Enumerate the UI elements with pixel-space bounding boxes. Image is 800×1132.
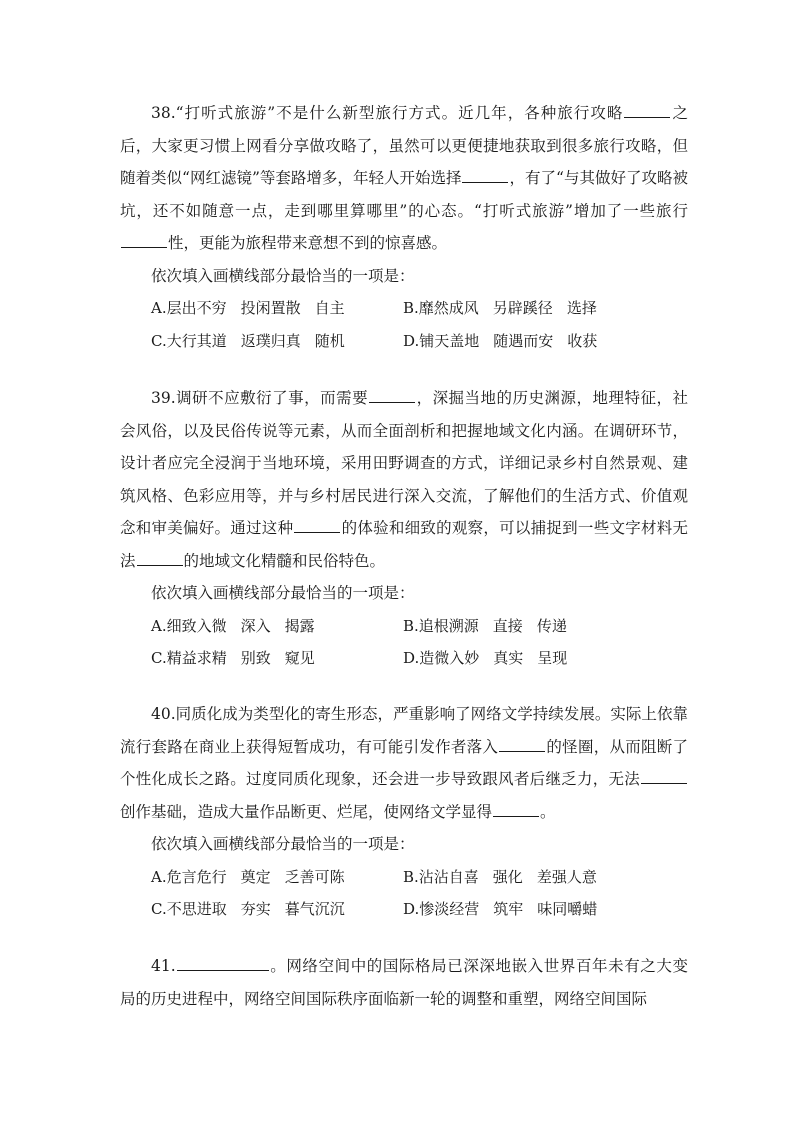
question-number: 41. bbox=[151, 957, 176, 975]
question-number: 39. bbox=[151, 389, 176, 407]
options-list bbox=[120, 610, 688, 675]
answer-blank bbox=[641, 782, 687, 784]
question-stem: 40.同质化成为类型化的寄生形态，严重影响了网络文学持续发展。实际上依靠流行套路在商业上获得短暂成功，有可能引发作者落入 的怪圈，从而阻断了个性化成长之路。过度同质化现象，还会进一步导致跟风者后继乏力，无法创作基础，造成大量作品断更、烂尾，使网络文学显得 。 bbox=[120, 705, 688, 821]
option-d[interactable]: D.惨淡经营 筑牢 味同嚼蜡 bbox=[403, 900, 598, 918]
option-d[interactable]: D.铺天盖地 随遇而安 收获 bbox=[403, 331, 598, 350]
option-a[interactable]: A.细致入微 深入 揭露 bbox=[151, 616, 315, 635]
question-prompt: 依次填入画横线部分最恰当的一项是： bbox=[151, 266, 415, 285]
question-40 bbox=[120, 698, 688, 926]
question-41 bbox=[120, 950, 688, 1015]
answer-blank bbox=[121, 246, 167, 248]
answer-blank bbox=[493, 815, 539, 817]
option-d[interactable]: D.造微入妙 真实 呈现 bbox=[403, 649, 568, 667]
answer-blank bbox=[499, 750, 545, 752]
question-number: 40. bbox=[151, 705, 176, 723]
answer-blank bbox=[177, 969, 269, 971]
question-stem: 41. 。网络空间中的国际格局已深深地嵌入世界百年未有之大变局的历史进程中，网络空间国际秩序面临新一轮的调整和重塑，网络空间国际 bbox=[120, 957, 688, 1008]
answer-blank bbox=[137, 564, 183, 566]
option-b[interactable]: B.靡然成风 另辟蹊径 选择 bbox=[403, 299, 597, 317]
option-b[interactable]: B.沾沾自喜 强化 差强人意 bbox=[403, 867, 597, 886]
option-a[interactable]: A.危言危行 奠定 乏善可陈 bbox=[151, 867, 345, 886]
question-prompt: 依次填入画横线部分最恰当的一项是： bbox=[151, 584, 415, 602]
answer-blank bbox=[462, 181, 508, 183]
answer-blank bbox=[294, 531, 340, 533]
option-b[interactable]: B.追根溯源 直接 传递 bbox=[403, 616, 567, 635]
answer-blank bbox=[624, 116, 670, 118]
options-list bbox=[120, 292, 688, 357]
question-38 bbox=[120, 97, 688, 357]
question-prompt: 依次填入画横线部分最恰当的一项是： bbox=[151, 835, 415, 853]
option-c[interactable]: C.不思进取 夯实 暮气沉沉 bbox=[151, 900, 345, 918]
option-a[interactable]: A.层出不穷 投闲置散 自主 bbox=[151, 299, 345, 317]
question-stem: 38.“打听式旅游”不是什么新型旅行方式。近几年，各种旅行攻略 之后，大家更习惯上网看分享做攻略了，虽然可以更便捷地获取到很多旅行攻略，但随着类似“网红滤镜”等套路增多，年轻人开始选择 ，有了“与其做好了攻略被坑，还不如随意一点，走到哪里算哪里”的心态。“打听式旅游”增加了一些旅行性，更能为旅程带来意想不到的惊喜感。 bbox=[120, 104, 688, 252]
question-number: 38. bbox=[151, 104, 176, 122]
question-stem: 39.调研不应敷衍了事，而需要 ，深掘当地的历史渊源，地理特征，社会风俗，以及民俗传说等元素，从而全面剖析和把握地域文化内涵。在调研环节，设计者应完全浸润于当地环境，采用田野调查的方式，详细记录乡村自然景观、建筑风格、色彩应用等，并与乡村居民进行深入交流，了解他们的生活方式、价值观念和审美偏好。通过这种 的体验和细致的观察，可以捕捉到一些文字材料无法 的地域文化精髓和民俗特色。 bbox=[120, 389, 688, 570]
option-c[interactable]: C.大行其道 返璞归真 随机 bbox=[151, 331, 345, 350]
options-list bbox=[120, 861, 688, 926]
question-39 bbox=[120, 382, 688, 675]
answer-blank bbox=[369, 401, 415, 403]
option-c[interactable]: C.精益求精 别致 窥见 bbox=[151, 649, 315, 667]
